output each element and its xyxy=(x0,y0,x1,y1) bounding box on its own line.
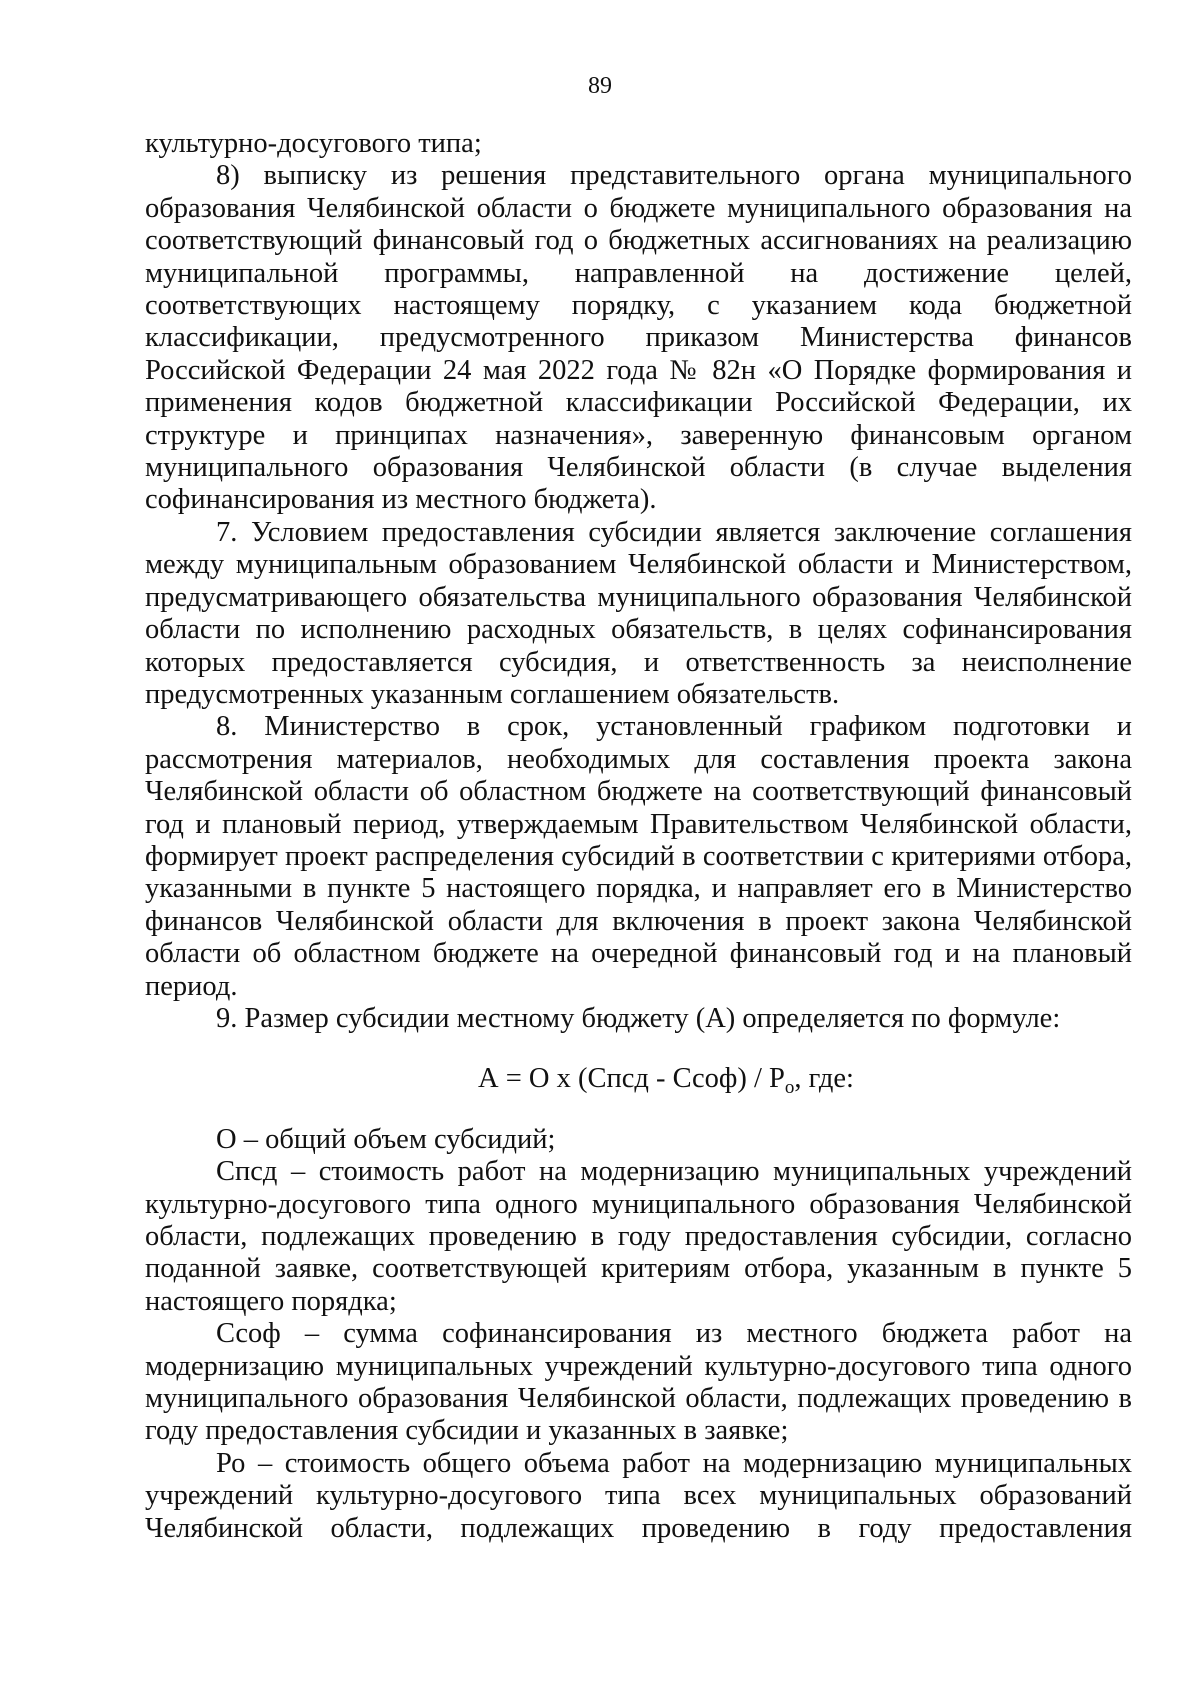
paragraph-clause-9: 9. Размер субсидии местному бюджету (А) определяется по формуле: xyxy=(216,1002,1061,1034)
paragraph-item-8: 8) выписку из решения представительного органа муниципального образования Челябинской области о бюджете муниципального образования на соответствующий финансовый год о бюджетных ассигнованиях на реализацию муниципальной программы, направленной на достижение целей, соответствующих настоящему порядку, с указанием кода бюджетной классификации, предусмотренного приказом Министерства финансов Российской Федерации 24 мая 2022 года № 82н «О Порядке формирования и применения кодов бюджетной классификации Российской Федерации, их структуре и принципах назначения», заверенную финансовым органом муниципального образования Челябинской области (в случае выделения софинансирования из местного бюджета). xyxy=(145,160,1132,516)
paragraph-0: культурно-досугового типа; xyxy=(145,128,482,159)
formula-tail: , где: xyxy=(794,1063,854,1095)
subsidy-formula xyxy=(145,1063,1132,1099)
definition-o: О – общий объем субсидий; xyxy=(216,1123,556,1155)
definition-spsd: Спсд – стоимость работ на модернизацию муниципальных учреждений культурно-досугового типа одного муниципального образования Челябинской области, подлежащих проведению в году предоставления субсидии, согласно поданной заявке, соответствующей критериям отбора, указанным в пункте 5 настоящего порядка; xyxy=(145,1156,1132,1317)
definition-ro: Ро – стоимость общего объема работ на модернизацию муниципальных учреждений культурно-досугового типа всех муниципальных образований Челябинской области, подлежащих проведению в году предоставления xyxy=(145,1447,1132,1544)
formula-main: А = О х (Спсд - Ссоф) / Р xyxy=(478,1063,785,1095)
document-body xyxy=(145,128,1132,1545)
formula-subscript: о xyxy=(784,1077,795,1099)
paragraph-clause-7: 7. Условием предоставления субсидии является заключение соглашения между муниципальным образованием Челябинской области и Министерством, предусматривающего обязательства муниципального образования Челябинской области по исполнению расходных обязательств, в целях софинансирования которых предоставляется субсидия, и ответственность за неисполнение предусмотренных указанным соглашением обязательств. xyxy=(145,516,1132,710)
paragraph-clause-8: 8. Министерство в срок, установленный графиком подготовки и рассмотрения материалов, необходимых для составления проекта закона Челябинской области об областном бюджете на соответствующий финансовый год и плановый период, утверждаемым Правительством Челябинской области, формирует проект распределения субсидий в соответствии с критериями отбора, указанными в пункте 5 настоящего порядка, и направляет его в Министерство финансов Челябинской области для включения в проект закона Челябинской области об областном бюджете на очередной финансовый год и на плановый период. xyxy=(145,711,1132,1002)
page-number: 89 xyxy=(588,73,612,99)
definition-ssof: Ссоф – сумма софинансирования из местного бюджета работ на модернизацию муниципальных учреждений культурно-досугового типа одного муниципального образования Челябинской области, подлежащих проведению в году предоставления субсидии и указанных в заявке; xyxy=(145,1318,1132,1447)
